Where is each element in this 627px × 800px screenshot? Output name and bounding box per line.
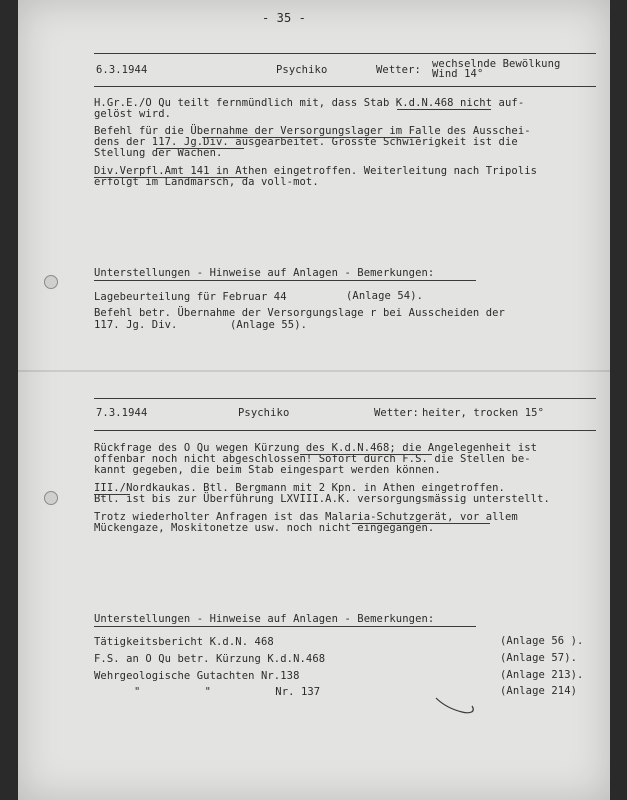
entry-rule-bottom: [94, 86, 596, 87]
entry-text-line: Trotz wiederholter Anfragen ist das Malaria-Schutzgerät, vor allem: [94, 511, 518, 523]
entry-text-line: Befehl für die Übernahme der Versorgungslager im Falle des Ausschei-: [94, 125, 531, 137]
weather-line: wechselnde Bewölkung: [432, 58, 561, 70]
entry-place: Psychiko: [276, 64, 328, 76]
entry-text-line: erfolgt im Landmarsch, da voll-mot.: [94, 176, 319, 188]
underline-mark: [94, 177, 248, 178]
entry-date: 7.3.1944: [96, 407, 148, 419]
note-item-text: Lagebeurteilung für Februar 44: [94, 291, 287, 303]
entry-rule-top: [94, 398, 596, 399]
punch-hole: [44, 491, 58, 505]
left-film-edge: [0, 0, 18, 800]
note-item-ref: (Anlage 56 ).: [500, 635, 584, 647]
note-item-text: Befehl betr. Übernahme der Versorgungslage r bei Ausscheiden der: [94, 307, 505, 319]
entry-text-line: Rückfrage des O Qu wegen Kürzung des K.d.N.468; die Angelegenheit ist: [94, 442, 538, 454]
punch-hole: [44, 275, 58, 289]
entry-text-line: Div.Verpfl.Amt 141 in Athen eingetroffen. Weiterleitung nach Tripolis: [94, 165, 538, 177]
entry-text-line: dens der 117. Jg.Div. ausgearbeitet. Grösste Schwierigkeit ist die: [94, 136, 518, 148]
note-item-ref: (Anlage 54).: [346, 290, 424, 302]
note-item-ref: (Anlage 214): [500, 685, 578, 697]
notes-heading-underline: [94, 280, 476, 281]
weather-label: Wetter:: [376, 64, 421, 76]
entry-text-line: H.Gr.E./O Qu teilt fernmündlich mit, dass Stab K.d.N.468 nicht auf-: [94, 97, 525, 109]
notes-heading-underline: [94, 626, 476, 627]
page-number: - 35 -: [262, 11, 306, 25]
notes-heading: Unterstellungen - Hinweise auf Anlagen - Bemerkungen:: [94, 267, 435, 279]
entry-date: 6.3.1944: [96, 64, 148, 76]
entry-rule-top: [94, 53, 596, 54]
entry-text-line: Stellung der Wachen.: [94, 147, 223, 159]
underline-mark: [202, 137, 420, 138]
entry-text-line: Btl. ist bis zur Überführung LXVIII.A.K. versorgungsmässig unterstellt.: [94, 493, 550, 505]
fold-line: [18, 370, 610, 372]
note-item-ref: (Anlage 213).: [500, 669, 584, 681]
note-item-text: F.S. an O Qu betr. Kürzung K.d.N.468: [94, 653, 326, 665]
note-item-text: Tätigkeitsbericht K.d.N. 468: [94, 636, 274, 648]
underline-mark: [352, 523, 490, 524]
note-item-text: " " Nr. 137: [134, 686, 321, 698]
entry-text-line: offenbar noch nicht abgeschlossen! Sofort durch F.S. die Stellen be-: [94, 453, 531, 465]
underline-mark: [94, 494, 130, 495]
note-item-ref: (Anlage 55).: [230, 319, 308, 331]
entry-text-line: gelöst wird.: [94, 108, 172, 120]
underline-mark: [300, 454, 432, 455]
weather-label: Wetter:: [374, 407, 419, 419]
underline-mark: [156, 148, 244, 149]
note-item-text: Wehrgeologische Gutachten Nr.138: [94, 670, 300, 682]
handwritten-mark: [432, 692, 482, 722]
entry-text-line: III./Nordkaukas. Btl. Bergmann mit 2 Kpn. in Athen eingetroffen.: [94, 482, 505, 494]
entry-place: Psychiko: [238, 407, 290, 419]
note-item-text: 117. Jg. Div.: [94, 319, 178, 331]
entry-text-line: Mückengaze, Moskitonetze usw. noch nicht eingegangen.: [94, 522, 435, 534]
right-film-edge: [610, 0, 627, 800]
entry-rule-bottom: [94, 430, 596, 431]
notes-heading: Unterstellungen - Hinweise auf Anlagen - Bemerkungen:: [94, 613, 435, 625]
underline-mark: [397, 109, 491, 110]
note-item-ref: (Anlage 57).: [500, 652, 578, 664]
weather-line: heiter, trocken 15°: [422, 407, 545, 419]
entry-text-line: kannt gegeben, die beim Stab eingespart werden können.: [94, 464, 441, 476]
weather-line: Wind 14°: [432, 68, 484, 80]
